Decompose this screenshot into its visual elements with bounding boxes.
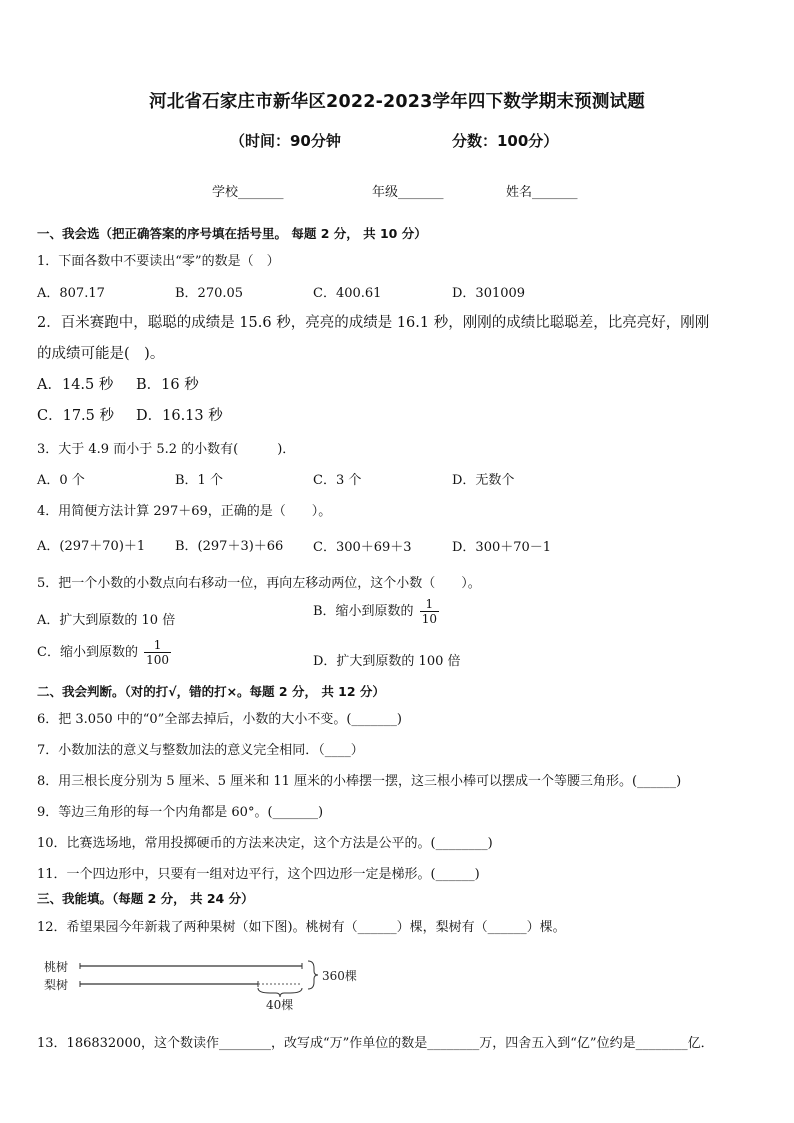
- q5-option-b-text: B．缩小到原数的: [313, 604, 414, 619]
- q6: 6．把 3.050 中的“0”全部去掉后，小数的大小不变。(_______): [37, 712, 402, 727]
- q3-option-d: D．无数个: [452, 473, 515, 488]
- q4-option-d: D．300＋70－1: [452, 540, 552, 555]
- q5-option-c-text: C．缩小到原数的: [37, 645, 138, 660]
- q13: 13．186832000，这个数读作________，改写成“万”作单位的数是________万，四舍五入到“亿”位约是________亿．: [37, 1036, 714, 1051]
- q5-option-d: D．扩大到原数的 100 倍: [313, 654, 461, 669]
- q3-stem: 3．大于 4.9 而小于 5.2 的小数有( )．: [37, 442, 296, 457]
- q7: 7．小数加法的意义与整数加法的意义完全相同．（____）: [37, 743, 364, 758]
- peach-label: 桃树: [44, 960, 69, 974]
- q2-option-d: D．16.13 秒: [136, 408, 223, 424]
- difference-label: 40棵: [266, 998, 294, 1012]
- q8: 8．用三根长度分别为 5 厘米、5 厘米和 11 厘米的小棒摆一摆，这三根小棒可以摆成一个等腰三角形。(______): [37, 774, 682, 789]
- exam-score: 分数：100分）: [452, 132, 559, 150]
- q4-option-a: A．(297＋70)＋1: [37, 539, 146, 554]
- difference-brace: [258, 988, 302, 997]
- q4-option-b: B．(297＋3)＋66: [175, 539, 284, 554]
- fraction-denominator: 10: [421, 612, 437, 626]
- q10: 10．比赛选场地，常用投掷硬币的方法来决定，这个方法是公平的。(________): [37, 836, 493, 851]
- q2-option-a: A．14.5 秒: [37, 377, 114, 393]
- q3-option-a: A．0 个: [37, 473, 85, 488]
- q3-option-c: C．3 个: [313, 473, 362, 488]
- name-field: 姓名_______: [506, 185, 578, 200]
- total-brace: [308, 961, 318, 989]
- section1-heading: 一、我会选（把正确答案的序号填在括号里。 每题 2 分， 共 10 分）: [37, 226, 427, 241]
- q2-stem-line2: 的成绩可能是( )。: [37, 346, 165, 362]
- q4-stem: 4．用简便方法计算 297＋69，正确的是（ ）。: [37, 504, 332, 519]
- exam-time: （时间：90分钟: [230, 132, 341, 150]
- q5-option-b: [313, 597, 439, 626]
- q1-option-c: C．400.61: [313, 286, 382, 301]
- q1-option-d: D．301009: [452, 286, 526, 301]
- q12: 12．希望果园今年新栽了两种果树（如下图)。桃树有（______）棵，梨树有（______）棵。: [37, 920, 566, 935]
- q5-option-c: [37, 638, 171, 667]
- total-label: 360棵: [322, 969, 357, 983]
- q5-stem: 5．把一个小数的小数点向右移动一位，再向左移动两位，这个小数（ ）。: [37, 576, 481, 591]
- q2-option-b: B．16 秒: [136, 377, 199, 393]
- fraction-denominator: 100: [146, 653, 169, 667]
- grade-field: 年级_______: [372, 185, 444, 200]
- q3-option-b: B．1 个: [175, 473, 223, 488]
- q4-option-c: C．300＋69＋3: [313, 540, 412, 555]
- q5-option-a: A．扩大到原数的 10 倍: [37, 613, 176, 628]
- fraction-numerator: 1: [144, 638, 171, 653]
- q1-option-a: A．807.17: [37, 286, 105, 301]
- fraction-numerator: 1: [420, 597, 439, 612]
- q2-option-c: C．17.5 秒: [37, 408, 114, 424]
- q1-option-b: B．270.05: [175, 286, 244, 301]
- q1-stem: 1．下面各数中不要读出“零”的数是（ ）: [37, 254, 280, 269]
- section2-heading: 二、我会判断。（对的打√，错的打×。每题 2 分， 共 12 分）: [37, 684, 385, 699]
- tree-count-diagram: [40, 955, 370, 1015]
- q9: 9．等边三角形的每一个内角都是 60°。(_______): [37, 805, 324, 820]
- pear-label: 梨树: [44, 978, 69, 992]
- q2-stem-line1: 2．百米赛跑中，聪聪的成绩是 15.6 秒，亮亮的成绩是 16.1 秒，刚刚的成绩比聪聪差，比亮亮好，刚刚: [37, 315, 710, 331]
- q11: 11．一个四边形中，只要有一组对边平行，这个四边形一定是梯形。(______): [37, 867, 480, 882]
- section3-heading: 三、我能填。（每题 2 分， 共 24 分）: [37, 891, 254, 906]
- page-title: 河北省石家庄市新华区2022-2023学年四下数学期末预测试题: [149, 92, 645, 112]
- school-field: 学校_______: [212, 185, 284, 200]
- q5-option-c-fraction: [144, 638, 171, 667]
- q5-option-b-fraction: [420, 597, 439, 626]
